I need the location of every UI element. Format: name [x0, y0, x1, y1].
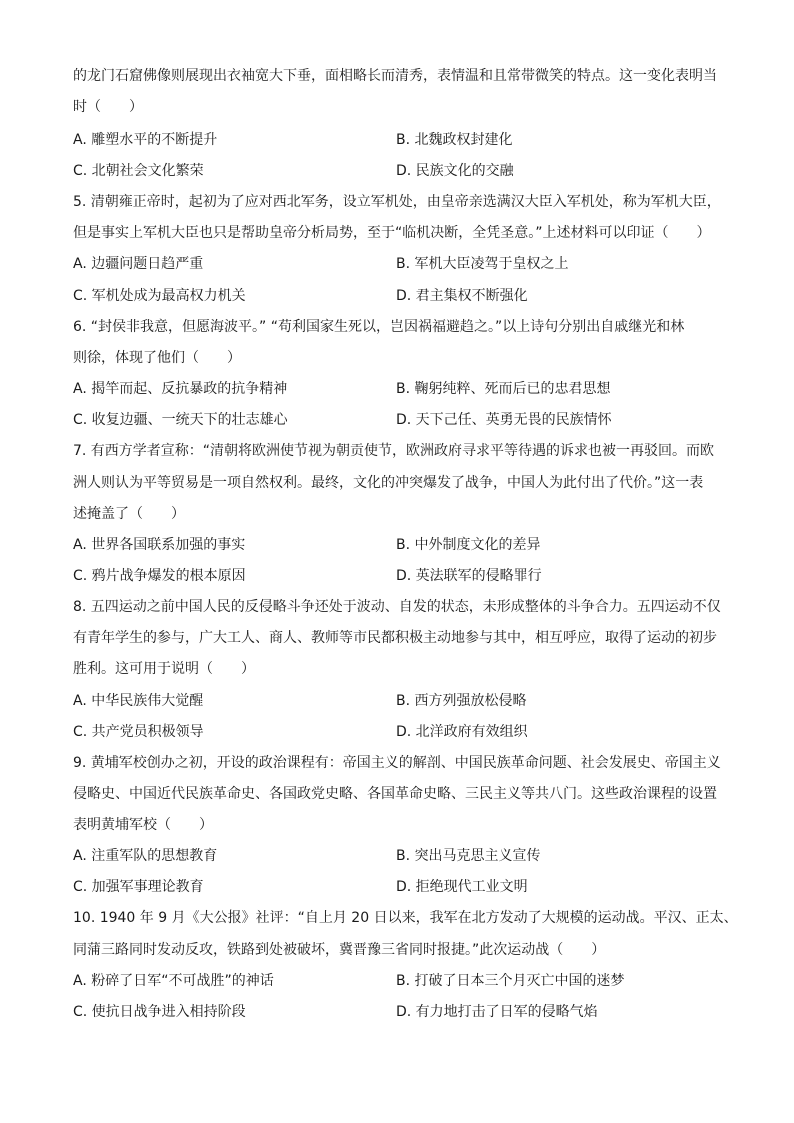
question-4-option-a[interactable]: A. 雕塑水平的不断提升	[73, 132, 218, 148]
question-4-option-d[interactable]: D. 民族文化的交融	[396, 163, 514, 179]
question-7-option-c[interactable]: C. 鸦片战争爆发的根本原因	[73, 568, 246, 584]
question-5-option-d[interactable]: D. 君主集权不断强化	[396, 288, 528, 304]
question-10-stem-line-1: 10. 1940 年 9 月《大公报》社评：“自上月 20 日以来，我军在北方发动了大规模的运动战。平汉、正太、	[73, 910, 738, 926]
question-4-option-b[interactable]: B. 北魏政权封建化	[396, 132, 513, 148]
question-6-stem-line-1: 6. “封侯非我意，但愿海波平。” “苟利国家生死以，岂因祸福避趋之。”以上诗句分别出自戚继光和林	[73, 319, 685, 335]
question-5-option-a[interactable]: A. 边疆问题日趋严重	[73, 256, 204, 272]
question-4-stem-line-2: 时（ ）	[73, 99, 143, 115]
question-6-option-c[interactable]: C. 收复边疆、一统天下的壮志雄心	[73, 412, 288, 428]
question-7-stem-line-1: 7. 有西方学者宣称：“清朝将欧洲使节视为朝贡使节，欧洲政府寻求平等待遇的诉求也被一再驳回。而欧	[73, 443, 715, 459]
question-9-stem-line-1: 9. 黄埔军校创办之初，开设的政治课程有：帝国主义的解剖、中国民族革命问题、社会发展史、帝国主义	[73, 755, 721, 771]
question-9-stem-line-2: 侵略史、中国近代民族革命史、各国政党史略、各国革命史略、三民主义等共八门。这些政治课程的设置	[73, 786, 717, 802]
question-5-option-c[interactable]: C. 军机处成为最高权力机关	[73, 288, 246, 304]
question-6-option-d[interactable]: D. 天下己任、英勇无畏的民族情怀	[396, 412, 612, 428]
question-9-stem-line-3: 表明黄埔军校（ ）	[73, 817, 213, 833]
question-4-stem-line-1: 的龙门石窟佛像则展现出衣袖宽大下垂，面相略长而清秀，表情温和且常带微笑的特点。这一变化表明当	[73, 68, 717, 84]
question-5-stem-line-2: 但是事实上军机大臣也只是帮助皇帝分析局势，至于“临机决断，全凭圣意。”上述材料可以印证（ ）	[73, 225, 711, 241]
question-9-option-a[interactable]: A. 注重军队的思想教育	[73, 848, 218, 864]
question-9-option-c[interactable]: C. 加强军事理论教育	[73, 879, 204, 895]
question-8-stem-line-2: 有青年学生的参与，广大工人、商人、教师等市民都积极主动地参与其中，相互呼应，取得了运动的初步	[73, 630, 717, 646]
question-9-option-b[interactable]: B. 突出马克思主义宣传	[396, 848, 541, 864]
question-8-option-b[interactable]: B. 西方列强放松侵略	[396, 693, 527, 709]
question-8-stem-line-1: 8. 五四运动之前中国人民的反侵略斗争还处于波动、自发的状态，未形成整体的斗争合力。五四运动不仅	[73, 599, 721, 615]
question-10-option-b[interactable]: B. 打破了日本三个月灭亡中国的迷梦	[396, 973, 625, 989]
question-6-option-a[interactable]: A. 揭竿而起、反抗暴政的抗争精神	[73, 381, 288, 397]
question-8-option-d[interactable]: D. 北洋政府有效组织	[396, 724, 528, 740]
question-7-stem-line-3: 述掩盖了（ ）	[73, 506, 185, 522]
question-6-option-b[interactable]: B. 鞠躬纯粹、死而后已的忠君思想	[396, 381, 611, 397]
question-10-option-c[interactable]: C. 使抗日战争进入相持阶段	[73, 1004, 246, 1020]
question-10-stem-line-2: 同蒲三路同时发动反攻，铁路到处被破坏，冀晋豫三省同时报捷。”此次运动战（ ）	[73, 942, 606, 958]
question-10-option-d[interactable]: D. 有力地打击了日军的侵略气焰	[396, 1004, 598, 1020]
question-4-option-c[interactable]: C. 北朝社会文化繁荣	[73, 163, 204, 179]
question-5-stem-line-1: 5. 清朝雍正帝时，起初为了应对西北军务，设立军机处，由皇帝亲选满汉大臣入军机处，称为军机大臣，	[73, 194, 721, 210]
question-6-stem-line-2: 则徐，体现了他们（ ）	[73, 350, 241, 366]
question-8-stem-line-3: 胜利。这可用于说明（ ）	[73, 661, 255, 677]
question-7-option-a[interactable]: A. 世界各国联系加强的事实	[73, 537, 246, 553]
question-8-option-c[interactable]: C. 共产党员积极领导	[73, 724, 204, 740]
question-5-option-b[interactable]: B. 军机大臣凌驾于皇权之上	[396, 256, 569, 272]
question-7-option-b[interactable]: B. 中外制度文化的差异	[396, 537, 541, 553]
question-8-option-a[interactable]: A. 中华民族伟大觉醒	[73, 693, 204, 709]
question-9-option-d[interactable]: D. 拒绝现代工业文明	[396, 879, 528, 895]
question-7-stem-line-2: 洲人则认为平等贸易是一项自然权利。最终，文化的冲突爆发了战争，中国人为此付出了代价。”这一表	[73, 475, 704, 491]
question-7-option-d[interactable]: D. 英法联军的侵略罪行	[396, 568, 542, 584]
question-10-option-a[interactable]: A. 粉碎了日军“不可战胜”的神话	[73, 973, 274, 989]
